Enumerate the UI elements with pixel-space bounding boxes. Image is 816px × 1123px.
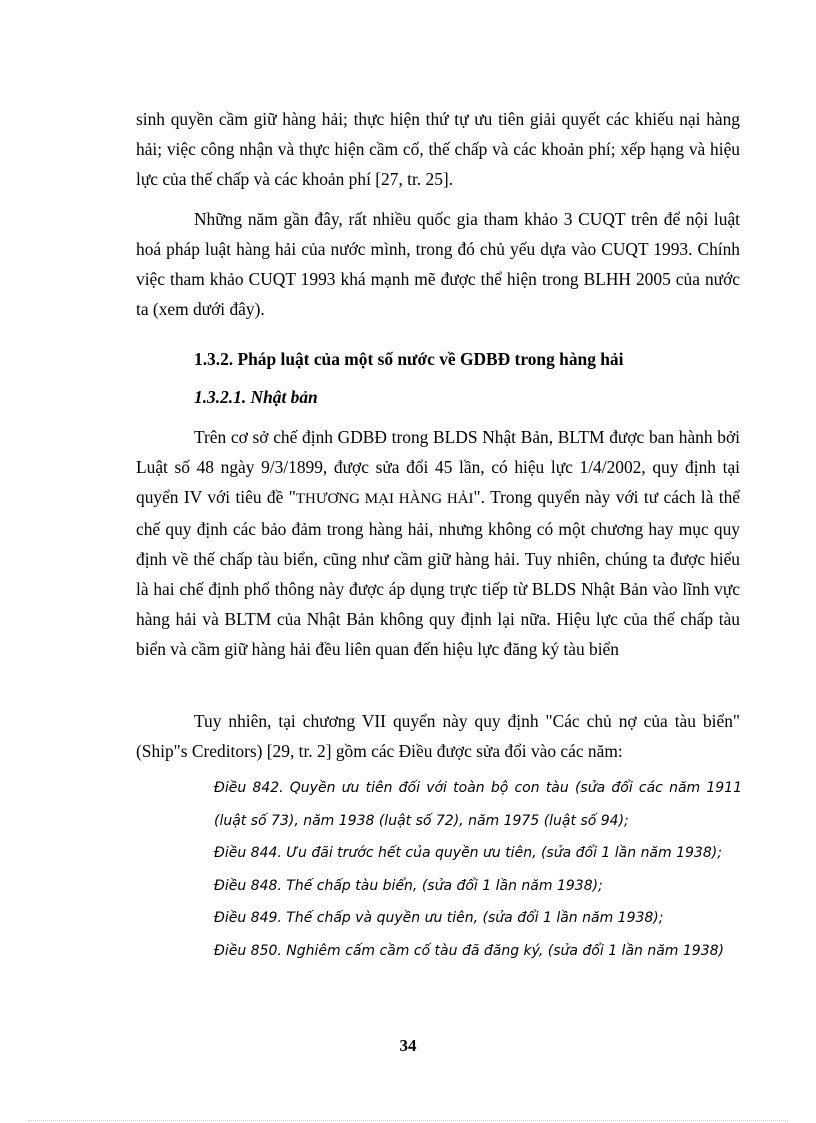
page-bottom-divider (28, 1120, 788, 1121)
article-list (214, 772, 742, 967)
paragraph-japan-commercial-code (136, 422, 740, 664)
paragraph-continuation: sinh quyền cầm giữ hàng hải; thực hiện thứ tự ưu tiên giải quyết các khiếu nại hàng hải; việc công nhận và thực hiện cầm cố, thế chấp và các khoản phí; xếp hạng và hiệu lực của thế chấp và các khoản phí [27, tr. 25]. (136, 109, 740, 189)
list-item: Điều 850. Nghiêm cấm cầm cố tàu đã đăng ký, (sửa đổi 1 lần năm 1938) (214, 942, 724, 959)
list-item: Điều 842. Quyền ưu tiên đối với toàn bộ con tàu (sửa đổi các năm 1911 (luật số 73), năm 1938 (luật số 72), năm 1975 (luật số 94); (214, 780, 742, 829)
paragraph-text-part: Trên cơ sở chế định GDBĐ trong BLDS Nhật Bản, BLTM được ban hành bởi Luật số 48 ngày 9/3/1899, được sửa đổi 45 lần, có hiệu lực 1/4/2002, quy định tại quyển IV với tiêu đề " (136, 427, 740, 507)
list-item: Điều 848. Thế chấp tàu biển, (sửa đổi 1 lần năm 1938); (214, 877, 603, 894)
list-item: Điều 844. Ưu đãi trước hết của quyền ưu tiên, (sửa đổi 1 lần năm 1938); (214, 845, 722, 861)
paragraph-text-part: ". Trong quyển này với tư cách là thể chế quy định các bảo đảm trong hàng hải, nhưng không có một chương hay mục quy định về thế chấp tàu biển, cũng như cầm giữ hàng hải. Tuy nhiên, chúng ta được hiểu là hai chế định phổ thông này được áp dụng trực tiếp từ BLDS Nhật Bản vào lĩnh vực hàng hải và BLTM của Nhật Bản không quy định lại nữa. Hiệu lực của thế chấp tàu biển và cầm giữ hàng hải đều liên quan đến hiệu lực đăng ký tàu biển (136, 487, 740, 659)
subsection-heading: 1.3.2.1. Nhật bản (194, 387, 318, 407)
paragraph-ship-creditors: Tuy nhiên, tại chương VII quyển này quy định "Các chủ nợ của tàu biển" (Ship"s Creditors) [29, tr. 2] gồm các Điều được sửa đổi vào các năm: (136, 711, 740, 761)
book-title-caps: THƯƠNG MẠI HÀNG HẢI (295, 491, 474, 507)
paragraph-cuqt-reference: Những năm gần đây, rất nhiều quốc gia tham khảo 3 CUQT trên để nội luật hoá pháp luật hàng hải của nước mình, trong đó chủ yếu dựa vào CUQT 1993. Chính việc tham khảo CUQT 1993 khá mạnh mẽ được thể hiện trong BLHH 2005 của nước ta (xem dưới đây). (136, 209, 740, 319)
page-number: 34 (399, 1036, 417, 1055)
section-heading: 1.3.2. Pháp luật của một số nước về GDBĐ trong hàng hải (194, 349, 624, 369)
list-item: Điều 849. Thế chấp và quyền ưu tiên, (sửa đổi 1 lần năm 1938); (214, 910, 664, 926)
